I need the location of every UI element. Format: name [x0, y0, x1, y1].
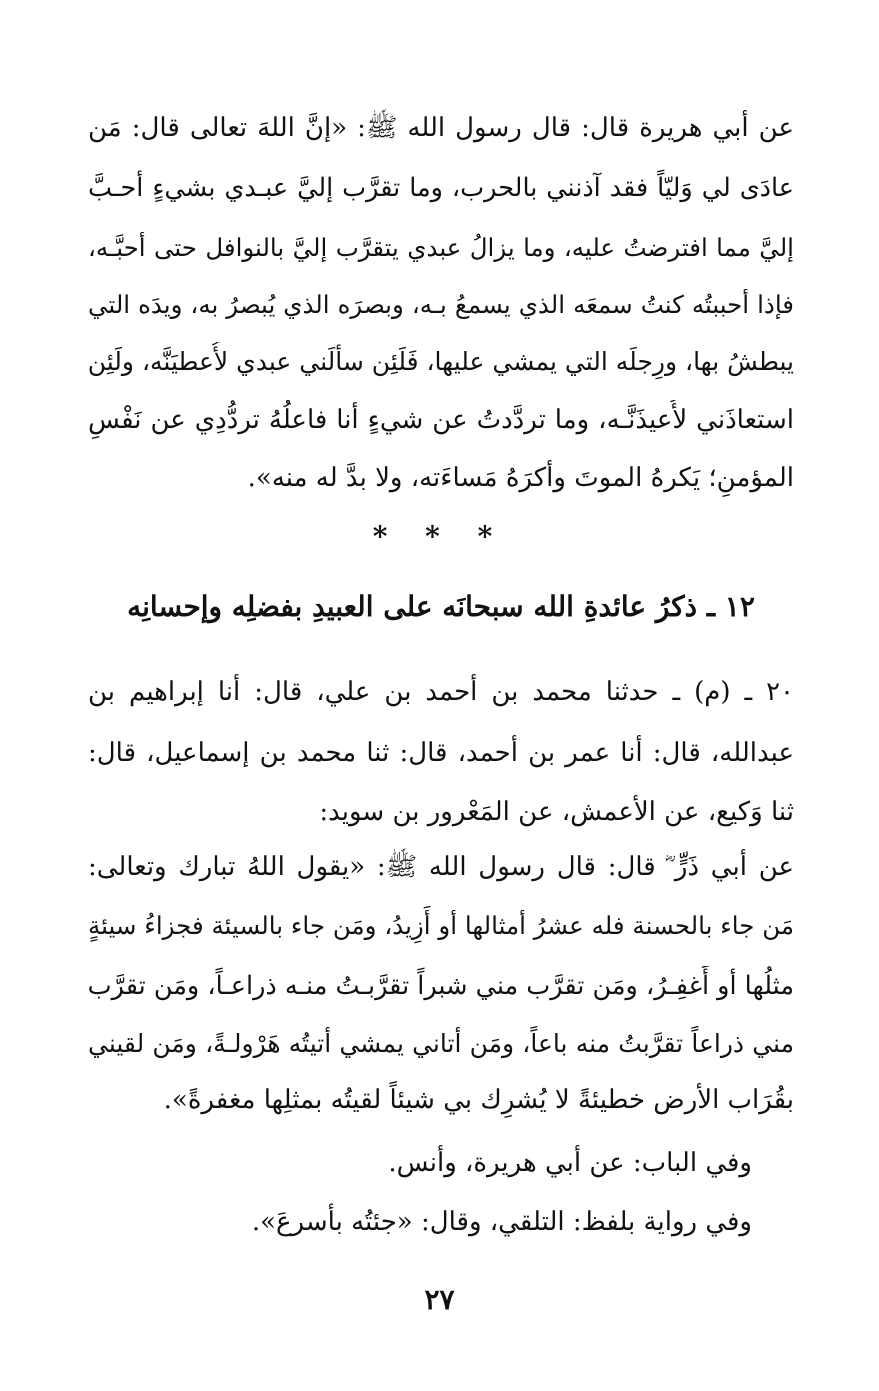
hadith-19-line-4: فإذا أحببتُه كنتُ سمعَه الذي يسمعُ بـه، وبصرَه الذي يُبصرُ به، ويدَه التي — [88, 290, 794, 319]
page-number: ٢٧ — [424, 1283, 455, 1316]
hadith-19-line-2: عادَى لي وَليّاً فقد آذنني بالحرب، وما تقرَّب إليَّ عبـدي بشيءٍ أحـبَّ — [88, 173, 794, 203]
note-line-2: وفي رواية بلفظ: التلقي، وقال: «جئتُه بأسرعَ». — [251, 1207, 752, 1237]
hadith-19-line-5: يبطشُ بها، ورِجلَه التي يمشي عليها، فَلَئِن سألَني عبدي لأُعطيَنَّه، ولَئِن — [88, 347, 794, 376]
hadith-19-line-6: استعاذَني لأُعيذَنَّـه، وما تردَّدتُ عن شيءٍ أنا فاعلُهُ تردُّدِي عن نَفْسِ — [88, 405, 794, 435]
hadith-20-line-3: مثلُها أو أَغفِـرُ، ومَن تقرَّب مني شبراً تقرَّبـتُ منـه ذراعـاً، ومَن تقرَّب — [88, 971, 794, 1001]
hadith-20-line-5: بقُرَاب الأرض خطيئةً لا يُشرِك بي شيئاً لقيتُه بمثلِها مغفرةً». — [163, 1085, 794, 1115]
isnad-line-2: عبدالله، قال: أنا عمر بن أحمد، قال: ثنا محمد بن إسماعيل، قال: — [88, 738, 794, 768]
isnad-line-3: ثنا وَكيع، عن الأعمش، عن المَعْرور بن سويد: — [319, 797, 794, 827]
hadith-20-line-4: مني ذراعاً تقرَّبتُ منه باعاً، ومَن أتاني يمشي أتيتُه هَرْولـةً، ومَن لقيني — [88, 1029, 794, 1058]
note-line-1: وفي الباب: عن أبي هريرة، وأنس. — [388, 1148, 752, 1178]
hadith-20-line-1: عن أبي ذَرٍّ ؓ قال: قال رسول الله ﷺ: «يقول اللهُ تبارك وتعالى: — [88, 852, 794, 882]
section-separator: * * * — [372, 520, 507, 553]
hadith-19-line-3: إليَّ مما افترضتُ عليه، وما يزالُ عبدي يتقرَّب إليَّ بالنوافل حتى أحبَّـه، — [88, 233, 794, 262]
chapter-heading: ١٢ ـ ذكرُ عائدةِ الله سبحانَه على العبيدِ بفضلِه وإحسانِه — [127, 590, 755, 623]
hadith-19-line-1: عن أبي هريرة قال: قال رسول الله ﷺ: «إنَّ اللهَ تعالى قال: مَن — [88, 113, 794, 143]
hadith-19-line-7: المؤمنِ؛ يَكرهُ الموتَ وأكرَهُ مَساءَته، ولا بدَّ له منه». — [247, 463, 794, 493]
isnad-line-1: ٢٠ ـ (م) ـ حدثنا محمد بن أحمد بن علي، قال: أنا إبراهيم بن — [88, 677, 794, 707]
hadith-20-line-2: مَن جاء بالحسنة فله عشرُ أمثالها أو أَزِيدُ، ومَن جاء بالسيئة فجزاءُ سيئةٍ — [88, 911, 794, 940]
